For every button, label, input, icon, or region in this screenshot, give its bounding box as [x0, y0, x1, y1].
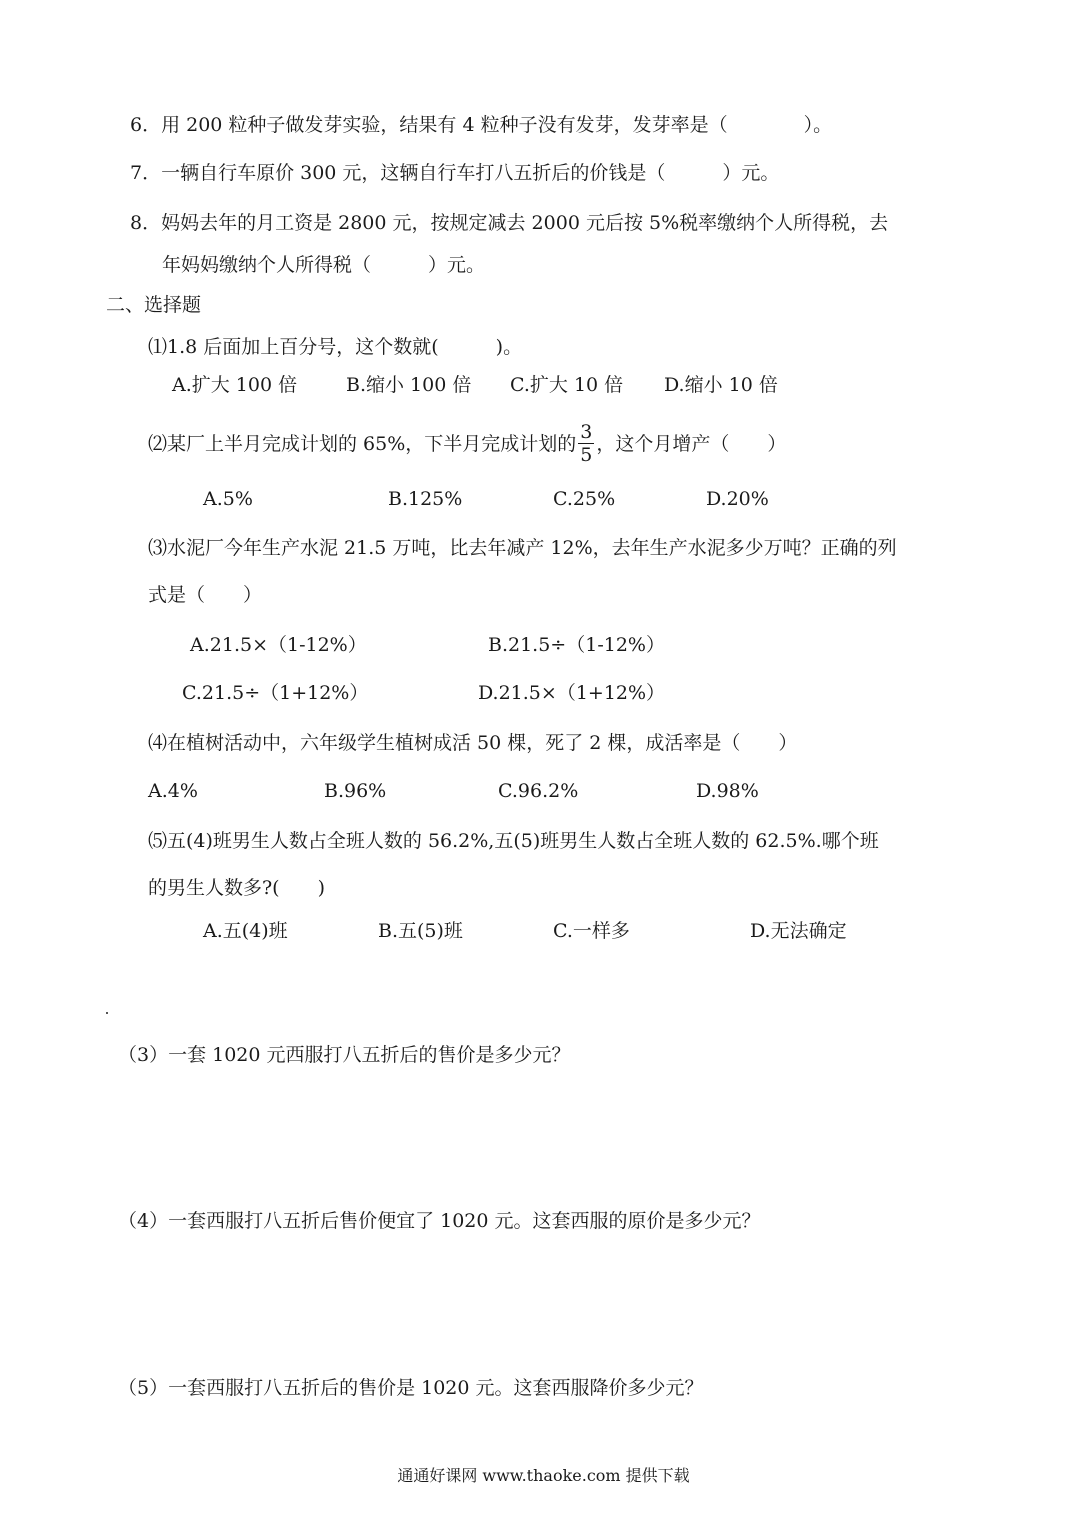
choice-2-option-b: B.125%	[388, 488, 463, 510]
choice-5-option-d: D.无法确定	[750, 920, 847, 942]
choice-4-option-b: B.96%	[324, 780, 387, 802]
question-8-line-2: 年妈妈缴纳个人所得税（ ）元。	[162, 254, 486, 276]
choice-2-option-c: C.25%	[553, 488, 616, 510]
question-8-line-1: 8．妈妈去年的月工资是 2800 元，按规定减去 2000 元后按 5%税率缴纳个人所得税，去	[130, 212, 889, 234]
choice-4-option-c: C.96.2%	[498, 780, 579, 802]
word-problem-4: （4）一套西服打八五折后售价便宜了 1020 元。这套西服的原价是多少元？	[118, 1210, 761, 1232]
choice-question-5-line-2: 的男生人数多?( )	[148, 877, 326, 899]
choice-3-option-b: B.21.5÷（1-12%）	[488, 634, 665, 656]
question-7: 7．一辆自行车原价 300 元，这辆自行车打八五折后的价钱是（ ）元。	[130, 162, 780, 184]
choice-3-option-d: D.21.5×（1+12%）	[478, 682, 666, 704]
choice-1-option-b: B.缩小 100 倍	[346, 374, 472, 396]
choice-5-option-a: A.五(4)班	[203, 920, 288, 942]
fraction-numerator: 3	[580, 420, 593, 443]
choice-question-3-line-2: 式是（ ）	[148, 584, 263, 606]
choice-1-option-c: C.扩大 10 倍	[510, 374, 624, 396]
choice-question-3-line-1: ⑶水泥厂今年生产水泥 21.5 万吨，比去年减产 12%，去年生产水泥多少万吨？正确的列	[148, 537, 897, 559]
choice-3-option-c: C.21.5÷（1+12%）	[182, 682, 369, 704]
choice-2-option-d: D.20%	[706, 488, 769, 510]
choice-5-option-c: C.一样多	[553, 920, 630, 942]
choice-question-2	[148, 420, 786, 468]
choice-2-stem-after: ，这个月增产（ ）	[596, 433, 787, 455]
question-6: 6．用 200 粒种子做发芽实验，结果有 4 粒种子没有发芽，发芽率是（ ）。	[130, 114, 833, 136]
page-footer: 通通好课网 www.thaoke.com 提供下载	[397, 1466, 690, 1485]
choice-2-option-a: A.5%	[203, 488, 253, 510]
choice-4-option-a: A.4%	[148, 780, 198, 802]
fraction-three-fifths	[578, 421, 594, 466]
choice-2-stem-before: ⑵某厂上半月完成计划的 65%，下半月完成计划的	[148, 433, 577, 455]
choice-1-option-a: A.扩大 100 倍	[172, 374, 298, 396]
choice-question-1: ⑴1.8 后面加上百分号，这个数就( )。	[148, 336, 523, 358]
section-title-choice: 二、选择题	[106, 294, 202, 316]
choice-3-option-a: A.21.5×（1-12%）	[190, 634, 367, 656]
word-problem-5: （5）一套西服打八五折后的售价是 1020 元。这套西服降价多少元？	[118, 1377, 704, 1399]
fraction-denominator: 5	[580, 443, 593, 466]
choice-1-option-d: D.缩小 10 倍	[664, 374, 778, 396]
choice-question-4: ⑷在植树活动中，六年级学生植树成活 50 棵，死了 2 棵，成活率是（ ）	[148, 732, 798, 754]
choice-4-option-d: D.98%	[696, 780, 759, 802]
choice-5-option-b: B.五(5)班	[378, 920, 463, 942]
scan-dot	[106, 1012, 108, 1014]
word-problem-3: （3）一套 1020 元西服打八五折后的售价是多少元？	[118, 1044, 571, 1066]
choice-question-5-line-1: ⑸五(4)班男生人数占全班人数的 56.2%,五(5)班男生人数占全班人数的 62.5%.哪个班	[148, 830, 879, 852]
